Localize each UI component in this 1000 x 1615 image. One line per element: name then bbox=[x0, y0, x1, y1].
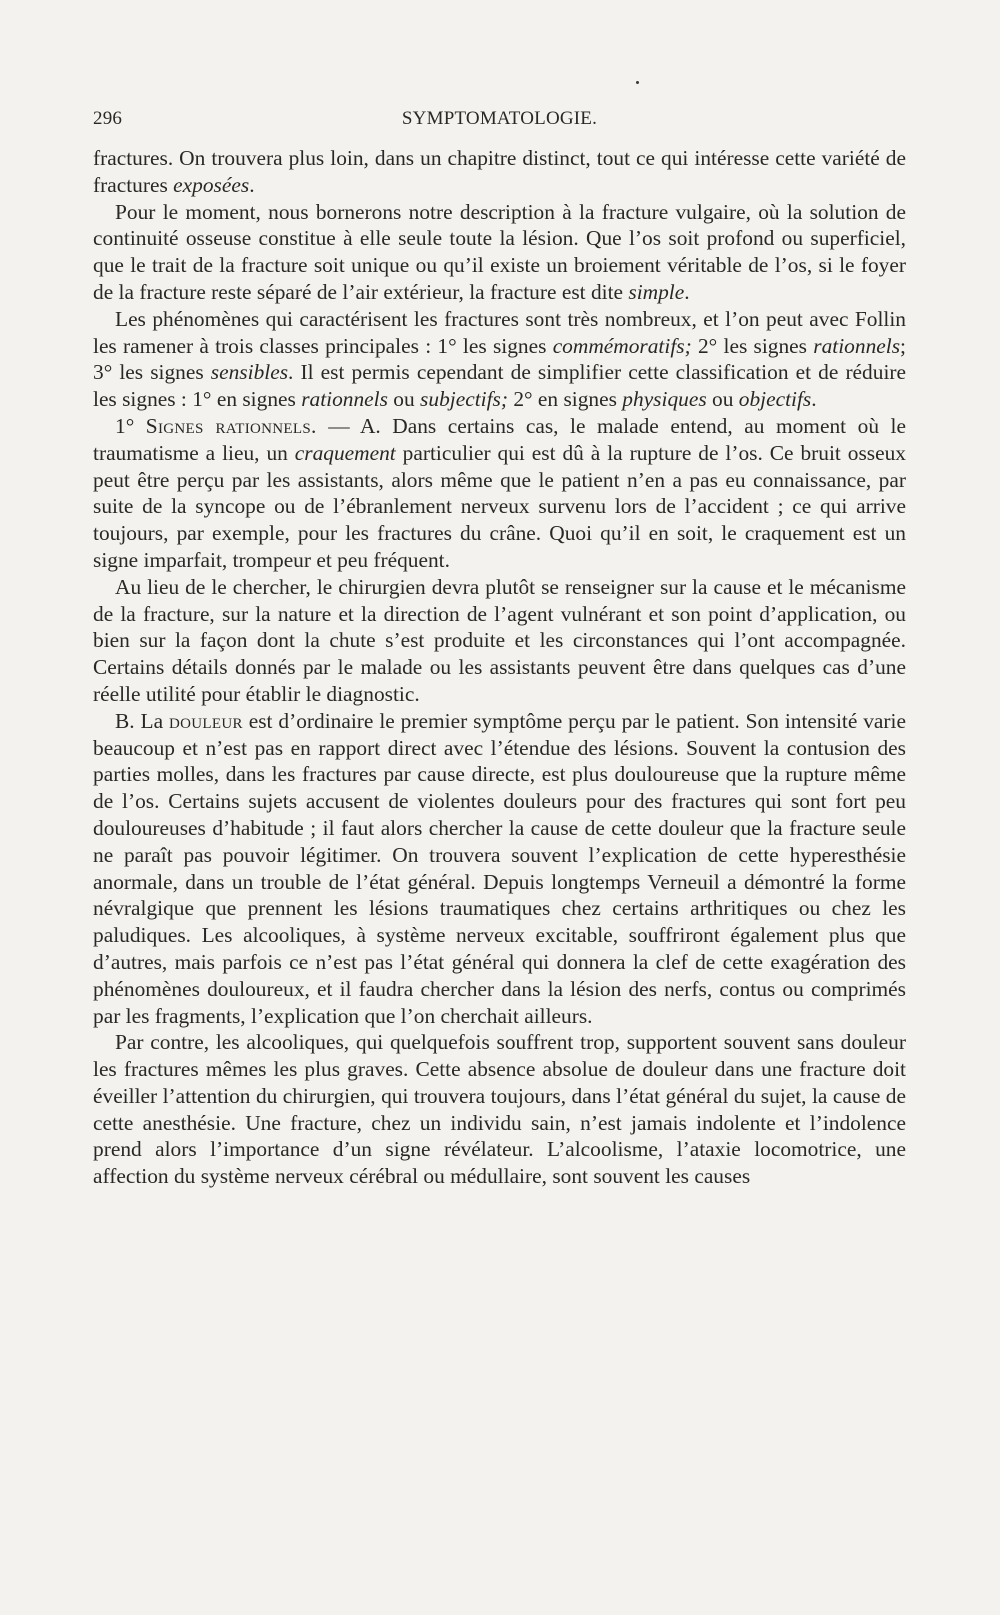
text-run: ; 3° les signes bbox=[93, 333, 906, 385]
text-run: 2° en signes bbox=[507, 387, 623, 412]
text-run: . bbox=[249, 172, 255, 197]
italic-text: exposées bbox=[173, 172, 250, 197]
italic-text: rationnels bbox=[301, 387, 388, 412]
running-title: SYMPTOMATOLOGIE. bbox=[401, 108, 598, 129]
text-run: 1° bbox=[115, 413, 146, 438]
paragraph-p7 bbox=[93, 1029, 906, 1190]
text-run: Pour le moment, nous bornerons notre description à la fracture vulgaire, où la solution de continuité osseuse constitue à elle seule toute la lésion. Que l’os soit profond ou superficiel, que le trait de la fracture soit unique ou qu’il existe un broiement véritable de l’os, si le foyer de la fracture reste séparé de l’air extérieur, la fracture est dite bbox=[93, 199, 906, 304]
text-run: . bbox=[811, 387, 817, 412]
text-run: est d’ordinaire le premier symptôme perçu par le patient. Son intensité varie beaucoup et n’est pas en rapport direct avec l’étendue des lésions. Souvent la contusion des parties molles, dans les fractures par cause directe, est plus douloureuse que la rupture même de l’os. Certains sujets accusent de violentes douleurs pour des fractures qui sont fort peu douloureuses d’habitude ; il faut alors chercher la cause de cette douleur que la fracture seule ne paraît pas pouvoir légitimer. On trouvera souvent l’explication de cette hyperesthésie anormale, dans un trouble de l’état général. Depuis longtemps Verneuil a démontré la forme névralgique que prennent les lésions traumatiques chez certains arthritiques ou chez les paludiques. Les alcooliques, à système nerveux excitable, souffriront également plus que d’autres, mais parfois ce n’est pas l’état général qui donnera la clef de cette exagération des phénomènes douloureux, et il faudra chercher dans la lésion des nerfs, contus ou comprimés par les fragments, l’explication que l’on cherchait ailleurs. bbox=[93, 708, 906, 1028]
italic-text: rationnels bbox=[813, 333, 901, 358]
text-run: 2° les signes bbox=[691, 333, 814, 358]
paragraph-p3 bbox=[93, 306, 906, 413]
paragraph-p5 bbox=[93, 574, 906, 708]
small-caps-text: Signes rationnels. bbox=[145, 413, 317, 438]
text-run: — A. Dans certains cas, le malade entend, au moment où le traumatisme a lieu, un bbox=[93, 413, 906, 465]
italic-text: objectifs bbox=[738, 387, 812, 412]
text-run: B. La bbox=[115, 708, 170, 733]
running-header bbox=[93, 108, 906, 136]
text-run: . Il est permis cependant de simplifier cette classification et de réduire les signes : 1° en signes bbox=[93, 360, 907, 412]
italic-text: subjectifs; bbox=[420, 387, 508, 412]
italic-text: simple bbox=[628, 279, 685, 304]
body-text bbox=[93, 145, 906, 1190]
text-run: Par contre, les alcooliques, qui quelquefois souffrent trop, supportent souvent sans douleur les fractures mêmes les plus graves. Cette absence absolue de douleur dans une fracture doit éveiller l’attention du chirurgien, qui trouvera toujours, dans l’état général du sujet, la cause de cette anesthésie. Une fracture, chez un individu sain, n’est jamais indolente et l’indolence prend alors l’importance d’un signe révélateur. L’alcoolisme, l’ataxie locomotrice, une affection du système nerveux cérébral ou médullaire, sont souvent les causes bbox=[93, 1030, 906, 1189]
text-run: particulier qui est dû à la rupture de l’os. Ce bruit osseux peut être perçu par les assistants, alors même que le patient n’en a pas eu connaissance, par suite de la syncope ou de l’ébranlement nerveux survenu lors de l’accident ; ce qui arrive toujours, par exemple, pour les fractures du crâne. Quoi qu’il en soit, le craquement est un signe imparfait, trompeur et peu fréquent. bbox=[93, 440, 906, 572]
text-run: ou bbox=[387, 387, 421, 412]
small-caps-text: douleur bbox=[169, 708, 243, 733]
italic-text: commémoratifs; bbox=[552, 333, 692, 358]
paragraph-p6 bbox=[93, 708, 906, 1030]
italic-text: sensibles bbox=[210, 360, 289, 385]
text-run: Les phénomènes qui caractérisent les fractures sont très nombreux, et l’on peut avec Follin les ramener à trois classes principales : 1° les signes bbox=[93, 306, 906, 358]
text-run: . bbox=[684, 279, 690, 304]
page-number: 296 bbox=[93, 108, 123, 129]
print-speck bbox=[636, 81, 639, 84]
paragraph-p2 bbox=[93, 199, 906, 306]
italic-text: craquement bbox=[294, 440, 396, 465]
text-run: ou bbox=[706, 387, 739, 412]
text-run: Au lieu de le chercher, le chirurgien devra plutôt se renseigner sur la cause et le mécanisme de la fracture, sur la nature et la direction de l’agent vulnérant et son point d’application, ou bien sur la façon dont la chute s’est produite et les circonstances qui l’ont accompagnée. Certains détails donnés par le malade ou les assistants peuvent être dans quelques cas d’une réelle utilité pour établir le diagnostic. bbox=[93, 574, 906, 706]
paragraph-p4 bbox=[93, 413, 906, 574]
paragraph-p1 bbox=[93, 145, 906, 199]
italic-text: physiques bbox=[622, 387, 707, 412]
text-run: fractures. On trouvera plus loin, dans un chapitre distinct, tout ce qui intéresse cette variété de fractures bbox=[93, 146, 906, 197]
